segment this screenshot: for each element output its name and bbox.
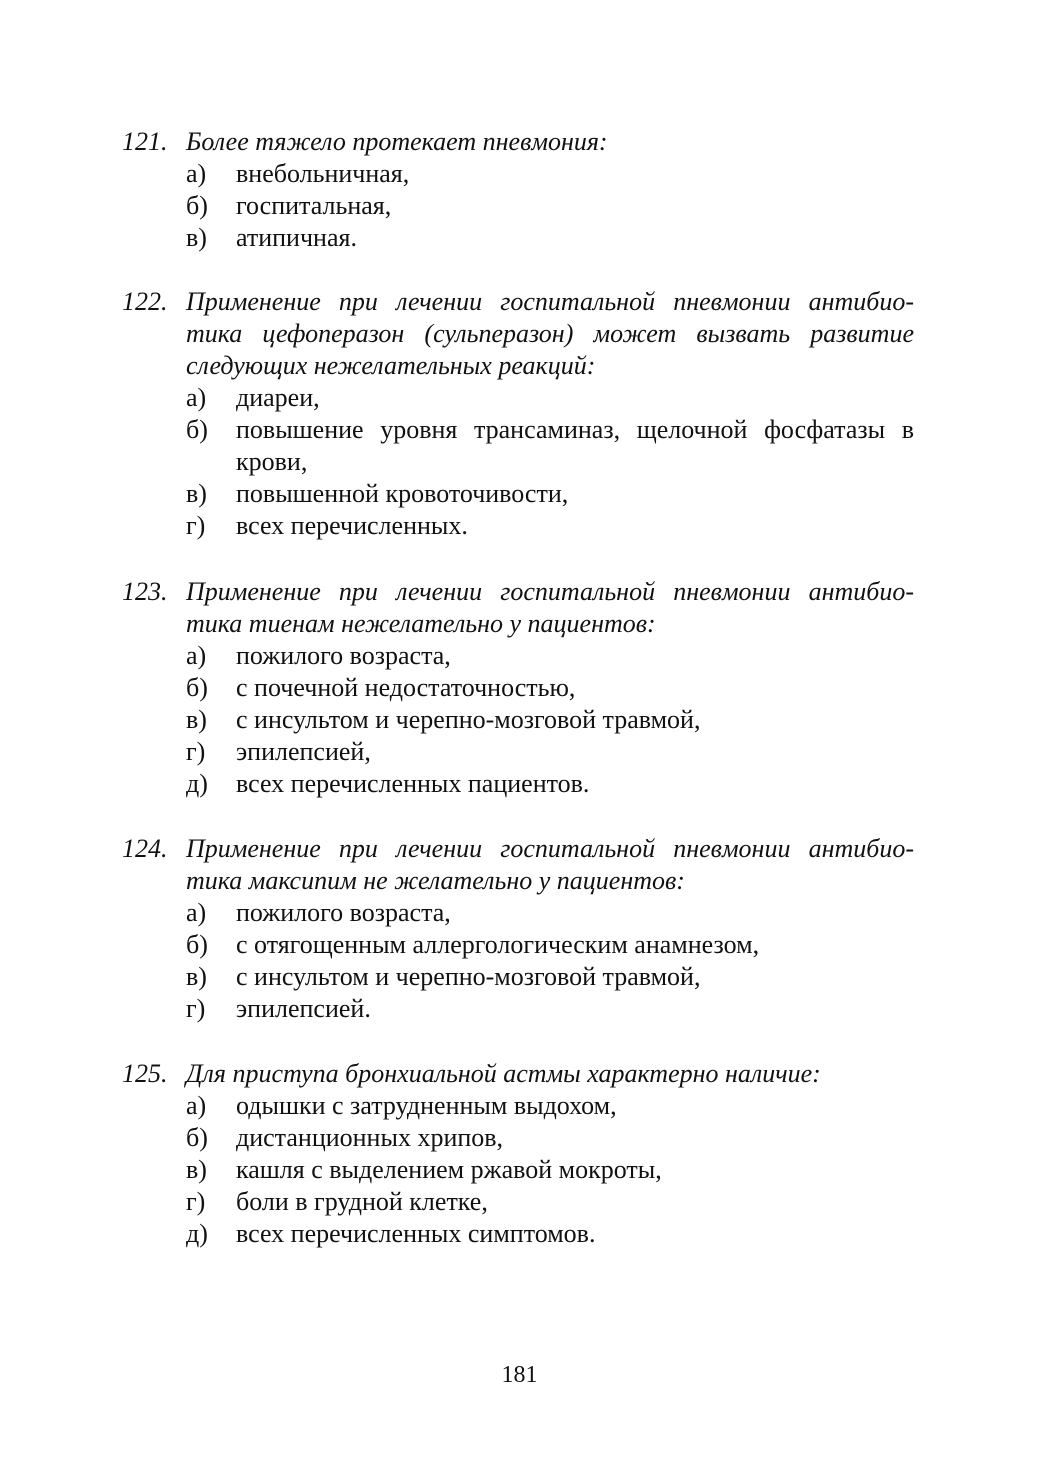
question-text — [186, 576, 914, 640]
option-text — [236, 993, 914, 1025]
option-letter: г) — [186, 737, 206, 766]
option-text-line: одышки с затрудненным выдохом, — [236, 1091, 617, 1120]
option-text-line: диареи, — [236, 383, 320, 412]
question-text — [186, 1058, 914, 1090]
question-text-line: тика максипим не желательно у пациентов: — [186, 866, 685, 895]
option-text — [236, 222, 914, 254]
option-letter: в) — [186, 223, 207, 252]
answer-option — [122, 382, 922, 414]
option-text-line: всех перечисленных пациентов. — [236, 769, 590, 798]
option-text — [236, 1218, 914, 1250]
option-text-line: всех перечисленных. — [236, 511, 468, 540]
option-text-line: пожилого возраста, — [236, 898, 451, 927]
answer-option — [122, 993, 922, 1025]
answer-option — [122, 1218, 922, 1250]
option-letter: а) — [186, 159, 207, 188]
option-text-line: повышенной кровоточивости, — [236, 479, 569, 508]
question-text-line: Для приступа бронхиальной астмы характерно наличие: — [186, 1059, 821, 1088]
option-letter: б) — [186, 673, 208, 702]
question-125 — [122, 1058, 922, 1250]
option-letter: а) — [186, 1091, 207, 1120]
question-header — [122, 126, 922, 158]
question-123 — [122, 576, 922, 800]
option-letter: б) — [186, 930, 208, 959]
answer-option — [122, 510, 922, 542]
answer-option — [122, 640, 922, 672]
option-text-line: внебольничная, — [236, 159, 410, 188]
option-letter: б) — [186, 191, 208, 220]
answer-option — [122, 1090, 922, 1122]
question-number: 122. — [122, 287, 168, 316]
option-text-line: повышение уровня трансаминаз, щелочной фосфатазы в — [236, 415, 914, 444]
question-number: 123. — [122, 577, 168, 606]
option-text-line: крови, — [236, 447, 308, 476]
option-text — [236, 510, 914, 542]
question-number: 124. — [122, 834, 168, 863]
option-text — [236, 704, 914, 736]
question-header — [122, 286, 922, 382]
option-text-line: боли в грудной клетке, — [236, 1187, 488, 1216]
answer-options — [122, 640, 922, 800]
option-text — [236, 1186, 914, 1218]
answer-options — [122, 897, 922, 1025]
option-letter: д) — [186, 769, 208, 798]
option-text — [236, 736, 914, 768]
page-number: 181 — [501, 1362, 538, 1388]
question-number: 121. — [122, 127, 168, 156]
option-text-line: с почечной недостаточностью, — [236, 673, 576, 702]
option-letter: в) — [186, 479, 207, 508]
option-text — [236, 961, 914, 993]
option-text — [236, 640, 914, 672]
option-letter: а) — [186, 898, 207, 927]
question-header — [122, 1058, 922, 1090]
option-letter: в) — [186, 1155, 207, 1184]
option-letter: д) — [186, 1219, 208, 1248]
question-number: 125. — [122, 1059, 168, 1088]
option-letter: в) — [186, 962, 207, 991]
answer-option — [122, 478, 922, 510]
option-text-line: с отягощенным аллергологическим анамнезом, — [236, 930, 760, 959]
option-text — [236, 897, 914, 929]
question-text-line: тика тиенам нежелательно у пациентов: — [186, 609, 656, 638]
option-text-line: эпилепсией, — [236, 737, 371, 766]
option-text-line: дистанционных хрипов, — [236, 1123, 504, 1152]
answer-option — [122, 1154, 922, 1186]
option-text — [236, 1122, 914, 1154]
answer-option — [122, 414, 922, 478]
answer-option — [122, 190, 922, 222]
question-text — [186, 126, 914, 158]
option-text — [236, 382, 914, 414]
question-text-line: Применение при лечении госпитальной пневмонии антибио- — [186, 287, 914, 316]
option-text-line: эпилепсией. — [236, 994, 371, 1023]
option-text-line: кашля с выделением ржавой мокроты, — [236, 1155, 662, 1184]
option-text — [236, 929, 914, 961]
option-text — [236, 1090, 914, 1122]
question-text-line: Более тяжело протекает пневмония: — [186, 127, 608, 156]
question-text-line: Применение при лечении госпитальной пневмонии антибио- — [186, 834, 914, 863]
question-124 — [122, 833, 922, 1025]
option-letter: б) — [186, 1123, 208, 1152]
option-text-line: пожилого возраста, — [236, 641, 451, 670]
question-text-line: Применение при лечении госпитальной пневмонии антибио- — [186, 577, 914, 606]
answer-options — [122, 158, 922, 254]
question-text-line: следующих нежелательных реакций: — [186, 351, 596, 380]
option-letter: б) — [186, 415, 208, 444]
option-letter: г) — [186, 511, 206, 540]
option-text — [236, 158, 914, 190]
answer-options — [122, 382, 922, 542]
answer-options — [122, 1090, 922, 1250]
answer-option — [122, 704, 922, 736]
option-text — [236, 190, 914, 222]
option-text-line: всех перечисленных симптомов. — [236, 1219, 596, 1248]
question-text — [186, 833, 914, 897]
answer-option — [122, 1122, 922, 1154]
option-text — [236, 478, 914, 510]
question-header — [122, 833, 922, 897]
option-letter: а) — [186, 383, 207, 412]
answer-option — [122, 929, 922, 961]
option-letter: г) — [186, 994, 206, 1023]
option-text — [236, 672, 914, 704]
option-text-line: госпитальная, — [236, 191, 392, 220]
answer-option — [122, 736, 922, 768]
answer-option — [122, 222, 922, 254]
option-text — [236, 1154, 914, 1186]
option-letter: г) — [186, 1187, 206, 1216]
question-text — [186, 286, 914, 382]
answer-option — [122, 158, 922, 190]
question-121 — [122, 126, 922, 254]
answer-option — [122, 897, 922, 929]
option-text-line: с инсультом и черепно-мозговой травмой, — [236, 962, 701, 991]
answer-option — [122, 672, 922, 704]
answer-option — [122, 1186, 922, 1218]
question-header — [122, 576, 922, 640]
answer-option — [122, 961, 922, 993]
answer-option — [122, 768, 922, 800]
option-text-line: атипичная. — [236, 223, 357, 252]
question-text-line: тика цефоперазон (сульперазон) может вызвать развитие — [186, 319, 914, 348]
option-text — [236, 414, 914, 478]
option-text — [236, 768, 914, 800]
option-letter: а) — [186, 641, 207, 670]
option-text-line: с инсультом и черепно-мозговой травмой, — [236, 705, 701, 734]
option-letter: в) — [186, 705, 207, 734]
question-122 — [122, 286, 922, 542]
